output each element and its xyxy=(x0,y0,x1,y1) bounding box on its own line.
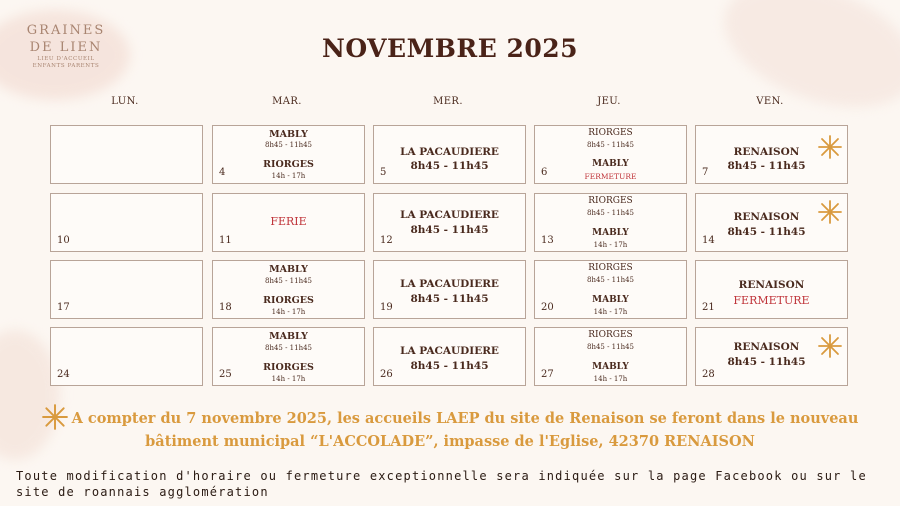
day-number: 14 xyxy=(702,235,715,246)
day-number: 12 xyxy=(380,235,393,246)
event-hours: 8h45 - 11h45 xyxy=(586,209,634,217)
event-site-riorges: RIORGES xyxy=(588,196,633,206)
event-hours: 8h45 - 11h45 xyxy=(727,160,806,172)
event-site-pacaudiere: LA PACAUDIERE xyxy=(400,345,499,357)
event-hours: 8h45 - 11h45 xyxy=(264,344,312,352)
logo-line-3: LIEU D'ACCUEIL xyxy=(37,56,95,62)
logo-line-2: DE LIEN xyxy=(29,40,103,55)
day-cell-thu-20[interactable] xyxy=(534,260,687,319)
event-hours: 8h45 - 11h45 xyxy=(410,360,489,372)
event-site-renaison: RENAISON xyxy=(733,211,800,223)
logo-line-4: ENFANTS PARENTS xyxy=(32,63,100,69)
event-hours: 8h45 - 11h45 xyxy=(264,141,312,149)
event-hours: 14h - 17h xyxy=(271,308,306,316)
event-site-riorges: RIORGES xyxy=(588,263,633,273)
event-site-mably: MABLY xyxy=(592,159,629,169)
day-cell-mon-24[interactable] xyxy=(50,327,203,386)
asterisk-star-icon xyxy=(818,334,842,358)
day-number: 20 xyxy=(541,302,554,313)
footer-disclaimer: Toute modification d'horaire ou fermeture exceptionnelle sera indiquée sur la page Facebook ou sur le site de roannais agglomération xyxy=(16,469,867,499)
day-header-fri: VEN. xyxy=(756,96,784,107)
event-site-riorges: RIORGES xyxy=(588,128,633,138)
note-text-1: A compter du 7 novembre 2025, les accueils LAEP du site de Renaison se feront dans le nouveau xyxy=(71,410,859,427)
event-site-mably: MABLY xyxy=(592,362,629,372)
event-site-mably: MABLY xyxy=(269,264,308,275)
event-hours: 8h45 - 11h45 xyxy=(586,276,634,284)
day-number: 21 xyxy=(702,302,715,313)
relocation-note xyxy=(0,404,900,453)
day-number: 17 xyxy=(57,302,70,313)
day-cell-wed-12[interactable] xyxy=(373,193,526,252)
event-site-riorges: RIORGES xyxy=(263,295,314,306)
day-number: 11 xyxy=(219,235,232,246)
event-hours: 14h - 17h xyxy=(593,241,628,249)
day-number: 6 xyxy=(541,167,548,178)
day-cell-mon-w1[interactable] xyxy=(50,125,203,184)
day-cell-fri-21[interactable] xyxy=(695,260,848,319)
event-site-riorges: RIORGES xyxy=(263,159,314,170)
event-hours: 8h45 - 11h45 xyxy=(410,160,489,172)
asterisk-star-icon xyxy=(818,135,842,159)
event-hours: 8h45 - 11h45 xyxy=(264,277,312,285)
day-number: 19 xyxy=(380,302,393,313)
event-site-renaison: RENAISON xyxy=(733,146,800,158)
day-cell-tue-11[interactable] xyxy=(212,193,365,252)
day-cell-thu-13[interactable] xyxy=(534,193,687,252)
day-number: 28 xyxy=(702,369,715,380)
event-site-pacaudiere: LA PACAUDIERE xyxy=(400,209,499,221)
event-hours: 14h - 17h xyxy=(593,308,628,316)
event-site-mably: MABLY xyxy=(592,228,629,238)
event-closed: FERMETURE xyxy=(733,294,810,307)
event-hours: 8h45 - 11h45 xyxy=(586,343,634,351)
day-number: 27 xyxy=(541,369,554,380)
day-cell-thu-27[interactable] xyxy=(534,327,687,386)
day-header-mon: LUN. xyxy=(111,96,139,107)
day-header-thu: JEU. xyxy=(597,96,621,107)
day-cell-fri-14[interactable] xyxy=(695,193,848,252)
day-cell-wed-5[interactable] xyxy=(373,125,526,184)
day-number: 18 xyxy=(219,302,232,313)
event-closed: FERMETURE xyxy=(584,172,637,181)
event-site-renaison: RENAISON xyxy=(738,279,805,291)
event-hours: 8h45 - 11h45 xyxy=(410,293,489,305)
event-site-mably: MABLY xyxy=(592,295,629,305)
note-line-1 xyxy=(0,404,900,430)
asterisk-star-icon xyxy=(42,404,68,430)
note-text-2: bâtiment municipal “L'ACCOLADE”, impasse de l'Eglise, 42370 RENAISON xyxy=(145,433,755,450)
day-number: 7 xyxy=(702,167,709,178)
event-site-renaison: RENAISON xyxy=(733,341,800,353)
page-title: NOVEMBRE 2025 xyxy=(321,34,579,63)
day-cell-tue-25[interactable] xyxy=(212,327,365,386)
event-site-pacaudiere: LA PACAUDIERE xyxy=(400,146,499,158)
event-hours: 8h45 - 11h45 xyxy=(727,356,806,368)
event-holiday: FERIE xyxy=(270,215,307,228)
day-cell-thu-6[interactable] xyxy=(534,125,687,184)
asterisk-star-icon xyxy=(818,200,842,224)
day-header-wed: MER. xyxy=(433,96,463,107)
logo-line-1: GRAINES xyxy=(26,23,106,38)
day-cell-tue-18[interactable] xyxy=(212,260,365,319)
event-hours: 8h45 - 11h45 xyxy=(727,226,806,238)
event-site-riorges: RIORGES xyxy=(588,330,633,340)
day-cell-wed-26[interactable] xyxy=(373,327,526,386)
event-site-pacaudiere: LA PACAUDIERE xyxy=(400,278,499,290)
day-number: 10 xyxy=(57,235,70,246)
day-cell-mon-10[interactable] xyxy=(50,193,203,252)
event-site-mably: MABLY xyxy=(269,129,308,140)
day-number: 24 xyxy=(57,369,70,380)
event-hours: 14h - 17h xyxy=(271,375,306,383)
event-site-riorges: RIORGES xyxy=(263,362,314,373)
day-cell-tue-4[interactable] xyxy=(212,125,365,184)
day-number: 4 xyxy=(219,167,226,178)
event-hours: 8h45 - 11h45 xyxy=(586,141,634,149)
day-cell-wed-19[interactable] xyxy=(373,260,526,319)
event-hours: 14h - 17h xyxy=(593,375,628,383)
day-header-tue: MAR. xyxy=(272,96,302,107)
event-site-mably: MABLY xyxy=(269,331,308,342)
day-cell-fri-7[interactable] xyxy=(695,125,848,184)
day-number: 13 xyxy=(541,235,554,246)
day-cell-fri-28[interactable] xyxy=(695,327,848,386)
day-number: 5 xyxy=(380,167,387,178)
day-number: 25 xyxy=(219,369,232,380)
event-hours: 14h - 17h xyxy=(271,172,306,180)
event-hours: 8h45 - 11h45 xyxy=(410,224,489,236)
decorative-blob-top-right xyxy=(707,0,900,131)
day-number: 26 xyxy=(380,369,393,380)
day-cell-mon-17[interactable] xyxy=(50,260,203,319)
